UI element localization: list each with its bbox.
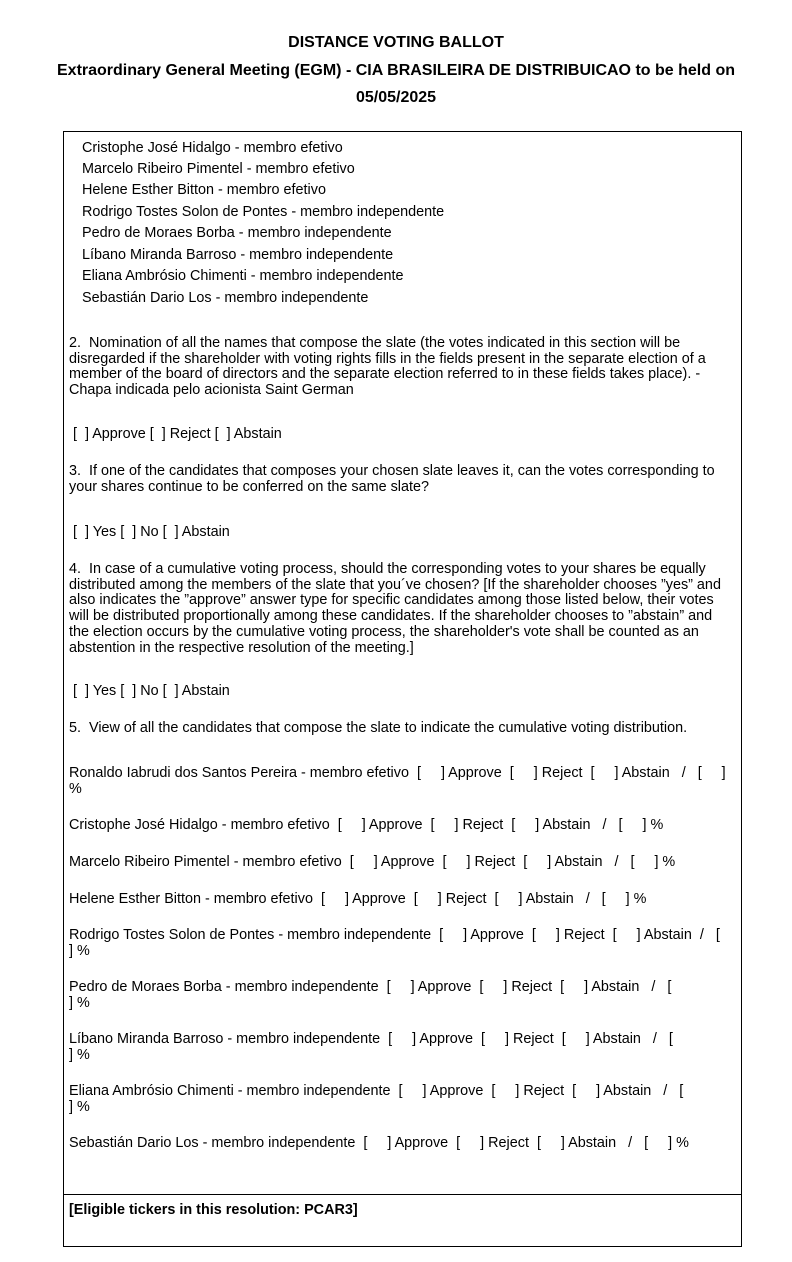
- slate-member: Rodrigo Tostes Solon de Pontes - membro independente: [82, 204, 445, 220]
- footer-divider: [63, 1194, 741, 1195]
- slate-member: Eliana Ambrósio Chimenti - membro independente: [82, 268, 404, 284]
- slate-member: Líbano Miranda Barroso - membro independente: [82, 247, 394, 263]
- question-4-options[interactable]: [ ] Yes [ ] No [ ] Abstain: [73, 683, 230, 699]
- candidate-vote-row[interactable]: Rodrigo Tostes Solon de Pontes - membro independente [ ] Approve [ ] Reject [ ] Abstain / [ ] %: [69, 927, 740, 959]
- question-3-text: 3. If one of the candidates that composes your chosen slate leaves it, can the votes corresponding to your shares continue to be conferred on the same slate?: [69, 463, 719, 495]
- eligible-tickers: [Eligible tickers in this resolution: PCAR3]: [69, 1202, 358, 1218]
- question-2-options[interactable]: [ ] Approve [ ] Reject [ ] Abstain: [73, 426, 282, 442]
- candidate-vote-row[interactable]: Sebastián Dario Los - membro independente [ ] Approve [ ] Reject [ ] Abstain / [ ] %: [69, 1135, 689, 1151]
- candidate-vote-row[interactable]: Ronaldo Iabrudi dos Santos Pereira - membro efetivo [ ] Approve [ ] Reject [ ] Abstain / [ ] %: [69, 765, 730, 797]
- slate-member: Sebastián Dario Los - membro independente: [82, 290, 369, 306]
- slate-member: Pedro de Moraes Borba - membro independente: [82, 225, 392, 241]
- ballot-title: DISTANCE VOTING BALLOT: [288, 34, 504, 51]
- question-2-text: 2. Nomination of all the names that compose the slate (the votes indicated in this section will be disregarded if the shareholder with voting rights fills in the fields present in the separate election of a member of the board of directors and the separate election referred to in these fields takes place). - Chapa indicada pelo acionista Saint German: [69, 335, 710, 399]
- slate-member: Marcelo Ribeiro Pimentel - membro efetivo: [82, 161, 355, 177]
- candidate-vote-row[interactable]: Marcelo Ribeiro Pimentel - membro efetivo [ ] Approve [ ] Reject [ ] Abstain / [ ] %: [69, 854, 676, 870]
- candidate-vote-row[interactable]: Líbano Miranda Barroso - membro independente [ ] Approve [ ] Reject [ ] Abstain / [ ] %: [69, 1031, 673, 1063]
- question-5-text: 5. View of all the candidates that compose the slate to indicate the cumulative voting distribution.: [69, 720, 688, 736]
- meeting-date: 05/05/2025: [355, 89, 437, 106]
- candidate-vote-row[interactable]: Pedro de Moraes Borba - membro independente [ ] Approve [ ] Reject [ ] Abstain / [ ] %: [69, 979, 672, 1011]
- question-3-options[interactable]: [ ] Yes [ ] No [ ] Abstain: [73, 524, 230, 540]
- question-4-text: 4. In case of a cumulative voting process, should the corresponding votes to your shares be equally distributed among the members of the slate that you´ve chosen? [If the shareholder chooses ”yes” and also indicates the ”approve” answer type for specific candidates among those listed below, their votes will be distributed proportionally among these candidates. If the shareholder chooses to ”abstain” and the election occurs by the cumulative voting process, the shareholder's vote shall be counted as an abstention in the respective resolution of the meeting.]: [69, 561, 725, 656]
- slate-member: Cristophe José Hidalgo - membro efetivo: [82, 140, 343, 156]
- meeting-subtitle: Extraordinary General Meeting (EGM) - CIA BRASILEIRA DE DISTRIBUICAO to be held on: [57, 62, 735, 79]
- candidate-vote-row[interactable]: Cristophe José Hidalgo - membro efetivo [ ] Approve [ ] Reject [ ] Abstain / [ ] %: [69, 817, 664, 833]
- candidate-vote-row[interactable]: Eliana Ambrósio Chimenti - membro independente [ ] Approve [ ] Reject [ ] Abstain / [ ] %: [69, 1083, 684, 1115]
- slate-member: Helene Esther Bitton - membro efetivo: [82, 182, 326, 198]
- candidate-vote-row[interactable]: Helene Esther Bitton - membro efetivo [ ] Approve [ ] Reject [ ] Abstain / [ ] %: [69, 891, 647, 907]
